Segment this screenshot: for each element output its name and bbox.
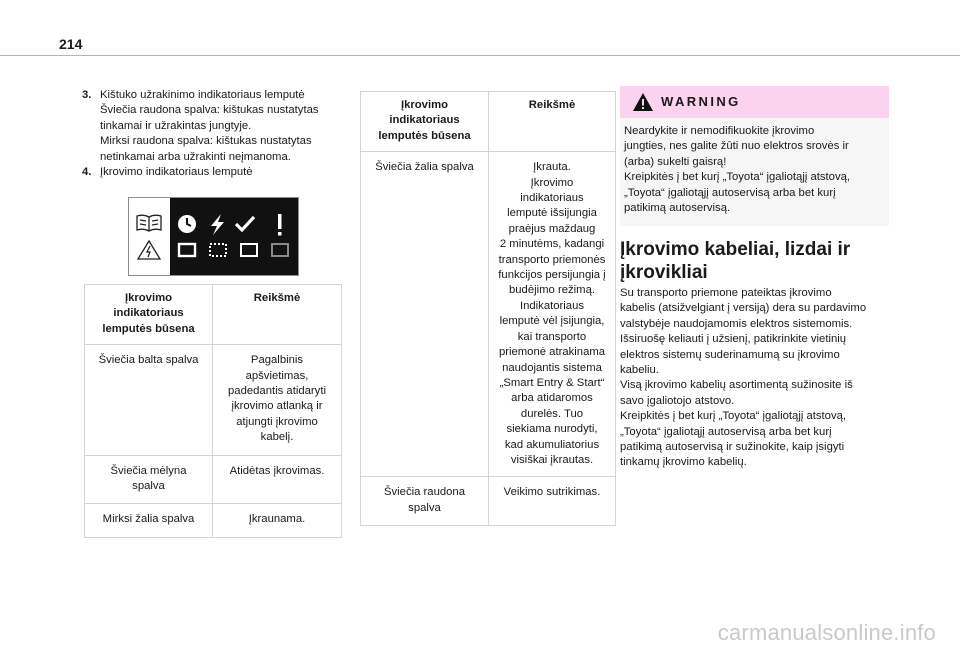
step-text-line: Įkrovimo indikatoriaus lemputė — [100, 166, 253, 179]
header-line: indikatoriaus — [389, 114, 460, 127]
cell-line: Šviečia žalia spalva — [375, 161, 474, 174]
cell-state — [361, 477, 489, 526]
cell-line: apšvietimas, — [245, 369, 309, 382]
warning-line: jungties, nes galite žūti nuo elektros srovės ir — [624, 140, 849, 153]
cell-line: spalva — [408, 501, 441, 514]
cell-line: padedantis atidaryti — [228, 385, 326, 398]
cell-line: praėjus maždaug — [508, 222, 596, 235]
list-item — [84, 88, 354, 165]
cell-line: visiškai įkrautas. — [510, 453, 594, 466]
cell-meaning — [213, 455, 342, 504]
cell-meaning — [489, 152, 616, 477]
warning-title: WARNING — [661, 94, 741, 109]
table-row — [361, 477, 616, 526]
cell-line: Šviečia raudona — [383, 486, 465, 499]
dashed-square-icon — [210, 244, 226, 256]
table-header-row — [361, 92, 616, 152]
table-row — [361, 152, 616, 477]
cell-meaning — [489, 477, 616, 526]
cell-line: transporto priemonės — [498, 253, 606, 266]
cell-state — [85, 504, 213, 537]
cell-line: budėjimo režimą. — [508, 284, 596, 297]
header-line: Reikšmė — [253, 292, 301, 304]
clock-icon — [178, 215, 196, 233]
cell-line: siekiama nurodyti, — [506, 423, 598, 436]
warning-line: patikimą autoservisą. — [624, 202, 731, 215]
header-meaning — [489, 92, 616, 152]
header-state — [361, 92, 489, 152]
cell-line: Indikatoriaus — [519, 299, 585, 312]
warning-text — [620, 118, 889, 216]
header-line: Reikšmė — [528, 99, 576, 111]
indicator-status-table-1 — [84, 284, 342, 538]
cell-line: spalva — [132, 480, 165, 493]
header-line: lemputės būsena — [102, 322, 195, 335]
warning-line: Neardykite ir nemodifikuokite įkrovimo — [624, 125, 815, 137]
cell-state — [85, 345, 213, 455]
cell-line: įkrovimo atlanką ir — [231, 400, 323, 413]
body-line: kabeliu. — [620, 364, 659, 377]
body-line: savo įgaliotojo atstovo. — [620, 394, 735, 407]
body-line: Su transporto priemone pateiktas įkrovimo — [620, 287, 832, 299]
cell-line: Mirksi žalia spalva — [102, 513, 195, 526]
body-line: elektros sistemų suderinamumą su įkrovimo — [620, 348, 840, 361]
step-text-line: Kištuko užrakinimo indikatoriaus lemputė — [100, 89, 305, 101]
warning-line: (arba) sukelti gaisrą! — [624, 155, 727, 168]
cell-line: kai transporto — [517, 330, 587, 343]
header-line: indikatoriaus — [113, 307, 184, 320]
body-line: kabelis (atsižvelgiant į versiją) dera su pardavimo — [620, 302, 867, 315]
warning-triangle-icon — [138, 241, 160, 259]
cell-line: priemonė atrakinama — [498, 346, 606, 359]
step-number: 3. — [82, 89, 92, 101]
indicator-illustration — [128, 197, 299, 276]
body-line: patikimą autoservisą ir sužinokite, kaip įsigyti — [620, 441, 845, 454]
page-number: 214 — [59, 36, 83, 52]
title-line: Įkrovimo kabeliai, lizdai ir — [620, 239, 851, 260]
cell-state — [361, 152, 489, 477]
top-divider — [0, 55, 960, 56]
cell-meaning — [213, 345, 342, 455]
section-title — [620, 238, 850, 284]
body-line: „Toyota“ įgaliotąjį autoservisą arba bet kurį — [620, 425, 832, 438]
header-meaning — [213, 285, 342, 345]
cell-line: Atidėtas įkrovimas. — [229, 464, 325, 477]
list-item — [84, 165, 354, 180]
warning-triangle-icon — [632, 92, 654, 112]
indicator-status-table-2 — [360, 91, 616, 526]
body-line: tinkamų įkrovimo kabelių. — [620, 456, 747, 469]
step-text-line: tinkamai ir užrakintas jungtyje. — [100, 119, 252, 132]
cell-line: Įkrovimo — [530, 176, 574, 189]
body-line: Visą įkrovimo kabelių asortimentą sužinosite iš — [620, 379, 853, 392]
step-text-line: Mirksi raudona spalva: kištukas nustatytas — [100, 135, 312, 148]
outline-square-icon — [241, 244, 257, 256]
body-line: valstybėje naudojamomis elektros sistemomis. — [620, 317, 853, 330]
body-line: Kreipkitės į bet kurį „Toyota“ įgaliotąjį atstovą, — [620, 410, 847, 423]
step-text-line: netinkamai arba užrakinti neįmanoma. — [100, 150, 291, 163]
steps-list — [84, 88, 354, 180]
cell-line: Veikimo sutrikimas. — [503, 486, 601, 499]
cell-line: funkcijos persijungia į — [498, 269, 606, 282]
dim-square-icon — [272, 244, 288, 256]
solid-square-icon — [179, 244, 195, 256]
cell-meaning — [213, 504, 342, 537]
cell-line: atjungti įkrovimo — [236, 415, 318, 428]
cell-line: 2 minutėms, kadangi — [499, 238, 605, 251]
warning-line: Kreipkitės į bet kurį „Toyota“ įgaliotąjį atstovą, — [624, 171, 851, 184]
cell-line: arba atidaromos — [511, 392, 593, 405]
cell-line: Šviečia balta spalva — [98, 354, 199, 367]
warning-box — [620, 86, 889, 226]
cell-line: kabelį. — [260, 431, 294, 444]
header-line: Įkrovimo — [400, 99, 449, 111]
table-row — [85, 345, 342, 455]
cell-line: „Smart Entry & Start“ — [499, 376, 605, 389]
exclamation-icon — [278, 214, 282, 236]
indicator-left-panel — [129, 198, 170, 275]
title-line: įkrovikliai — [620, 262, 708, 283]
step-text-line: Šviečia raudona spalva: kištukas nustatytas — [100, 104, 319, 117]
step-number: 4. — [82, 166, 92, 179]
indicator-lamp-panel — [170, 198, 298, 275]
cell-line: Įkrauta. — [533, 161, 571, 174]
body-line: Išsiruošę keliauti į užsienį, patikrinkite vietinių — [620, 333, 847, 346]
cell-line: durelės. Tuo — [520, 407, 584, 420]
cell-line: naudojantis sistema — [502, 361, 602, 374]
lightning-icon — [211, 214, 224, 235]
table-header-row — [85, 285, 342, 345]
checkmark-icon — [236, 217, 254, 230]
cell-line: lemputė išsijungia — [507, 207, 597, 220]
header-state — [85, 285, 213, 345]
table-row — [85, 455, 342, 504]
table-row — [85, 504, 342, 537]
header-line: lemputės būsena — [378, 129, 471, 142]
cell-state — [85, 455, 213, 504]
cell-line: Pagalbinis — [250, 354, 304, 367]
book-icon — [137, 215, 161, 231]
section-body — [620, 286, 866, 471]
warning-line: „Toyota“ įgaliotąjį autoservisą arba bet kurį — [624, 186, 836, 199]
warning-header — [620, 86, 889, 118]
cell-line: Įkraunama. — [248, 513, 306, 526]
cell-line: Šviečia mėlyna — [110, 464, 187, 477]
header-line: Įkrovimo — [124, 292, 173, 304]
cell-line: indikatoriaus — [520, 192, 584, 205]
cell-line: lemputė vėl įsijungia, — [499, 315, 605, 328]
watermark: carmanualsonline.info — [717, 620, 936, 645]
cell-line: kad akumuliatorius — [504, 438, 600, 451]
